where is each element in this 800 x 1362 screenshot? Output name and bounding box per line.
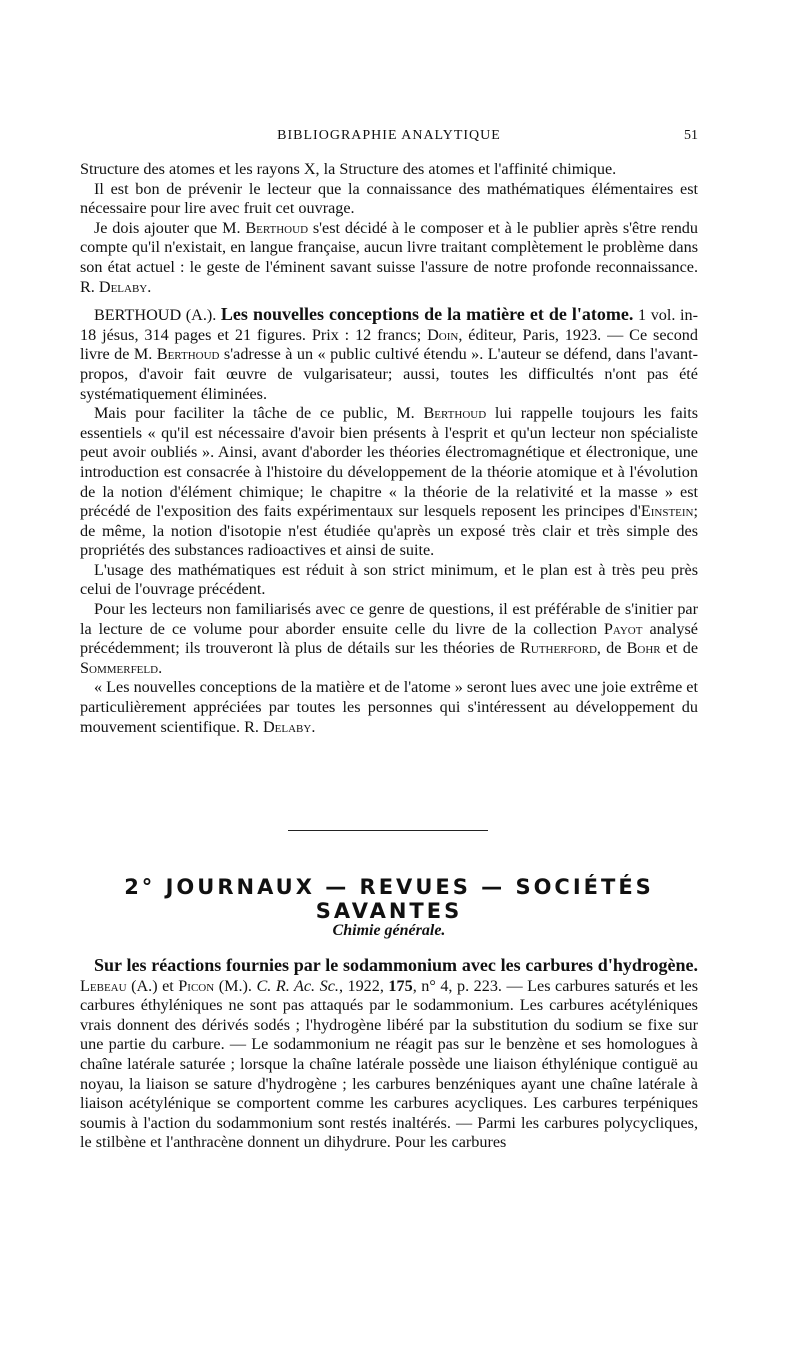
text-run: (A.) et (126, 976, 179, 995)
abstract-column (80, 956, 698, 1153)
book-author: BERTHOUD (A.). (94, 306, 217, 325)
author-name: Berthoud (423, 404, 487, 423)
paragraph (80, 600, 698, 678)
book-title: Les nouvelles conceptions de la matière et de l'atome. (220, 304, 634, 325)
text-run: , éditeur, Paris, 1923. — Ce second livre de M. (80, 325, 698, 364)
author-name: Picon (178, 976, 215, 995)
volume-number: 175 (388, 976, 413, 995)
author-name: Berthoud (156, 345, 220, 364)
text-run: « Les nouvelles conceptions de la matière et de l'atome » seront lues avec une joie extrême et particulièrement appréciées par toutes les personnes qui s'intéressent au développement du mouvement scientifique. (80, 678, 698, 736)
text-run: (M.). (214, 976, 257, 995)
text-run: et de (660, 639, 699, 658)
text-run: , n° 4, p. 223. — Les carbures saturés et les carbures éthyléniques ne sont pas attaqués par le sodammonium. Les carbures acétyléniques vrais donnent des dérivés sodés ; l'hydrogène libéré par la substitution du sodium se fixe sur une partie du carbure. — Le sodammonium ne réagit pas sur le benzène et ses homologues à chaîne latérale saturée ; lorsque la chaîne latérale possède une liaison éthylénique contiguë au noyau, la liaison se sature d'hydrogène ; les carbures benzéniques ayant une chaîne latérale à liaison acétylénique se comportent comme les carbures acycliques. Les carbures terpéniques soumis à l'action du sodammonium sont restés inaltérés. — Parmi les carbures polycycliques, le stilbène et l'anthracène donnent un dihydrure. Pour les carbures (80, 976, 698, 1152)
scientist-name: Rutherford (520, 639, 597, 658)
paragraph (80, 219, 698, 297)
text-run: ; de même, la notion d'isotopie n'est étudiée qu'après un exposé très clair et très simple des propriétés des substances radioactives et ainsi de suite. (80, 502, 698, 560)
running-header (80, 128, 698, 150)
page-number: 51 (684, 128, 698, 143)
text-run: s'est décidé à le composer et à le publier après s'être rendu compte qu'il n'existait, en langue française, aucun livre traitant complètement le problème dans son état actuel : le geste de l'éminent savant suisse l'assure de notre profonde reconnaissance. (80, 218, 698, 276)
paragraph (80, 561, 698, 600)
paragraph (80, 678, 698, 737)
text-run: lui rappelle toujours les faits essentiels « qu'il est nécessaire d'avoir bien présents à l'esprit et qu'un lecteur non spécialiste peut avoir oubliés ». Ainsi, avant d'aborder les théories électromagnétique et électronique, une introduction est consacrée à l'histoire du développement de la théorie atomique et à l'évolution de la notion d'élément chimique; le chapitre « la théorie de la relativité et la masse » est précédé de l'exposition des faits expérimentaux sur lesquels reposent les principes d' (80, 404, 698, 521)
paragraph-text: Structure des atomes et les rayons X, la Structure des atomes et l'affinité chimique. (80, 160, 617, 178)
text-run: Pour les lecteurs non familiarisés avec ce genre de questions, il est préférable de s'initier par la lecture de ce volume pour aborder ensuite celle du livre de la collection (80, 600, 698, 638)
author-name: Berthoud (245, 218, 309, 237)
paragraph (80, 160, 698, 180)
paragraph-text: L'usage des mathématiques est réduit à son strict minimum, et le plan est à très peu près celui de l'ouvrage précédent. (80, 560, 698, 599)
text-run: , de (596, 639, 627, 658)
scientist-name: Bohr (626, 639, 661, 658)
journal-name: C. R. Ac. Sc. (256, 976, 339, 995)
text-run: , 1922, (338, 976, 389, 995)
paragraph-text: Il est bon de prévenir le lecteur que la connaissance des mathématiques élémentaires est nécessaire pour lire avec fruit cet ouvrage. (80, 179, 698, 218)
article-title: Sur les réactions fournies par le sodammonium avec les carbures d'hydrogène. (94, 955, 698, 975)
text-run: analysé précédemment; ils trouveront là plus de détails sur les théories de (80, 619, 698, 658)
reviewer-signature: R. Delaby. (80, 277, 152, 296)
scientist-name: Sommerfeld (80, 658, 159, 677)
text-run: s'adresse à un « public cultivé étendu ». L'auteur se défend, dans l'avant-propos, d'avoir fait œuvre de vulgarisateur; aussi, toutes les difficultés n'ont pas été systématiquement éliminées. (80, 345, 698, 403)
author-name: Lebeau (80, 976, 127, 995)
header-title: BIBLIOGRAPHIE ANALYTIQUE (277, 128, 501, 143)
text-run: . (158, 658, 163, 677)
text-run: 1 vol. in-18 jésus, 314 pages et 21 figures. Prix : 12 francs; (80, 306, 698, 344)
book-entry (80, 305, 698, 404)
reviewer-signature: R. Delaby. (244, 717, 316, 736)
text-run: Je dois ajouter que M. (94, 218, 246, 237)
review-column (80, 160, 698, 737)
abstract-entry (80, 956, 698, 1153)
subsection-heading: Chimie générale. (332, 922, 446, 939)
paragraph (80, 180, 698, 219)
section-heading: 2° JOURNAUX — REVUES — SOCIÉTÉS SAVANTES (124, 875, 654, 923)
text-run: Mais pour faciliter la tâche de ce public, M. (94, 404, 424, 423)
scientist-name: Einstein (640, 502, 694, 521)
collection-name: Payot (603, 619, 643, 638)
publisher-name: Doin (427, 325, 459, 344)
paragraph (80, 404, 698, 561)
section-divider (288, 830, 488, 831)
